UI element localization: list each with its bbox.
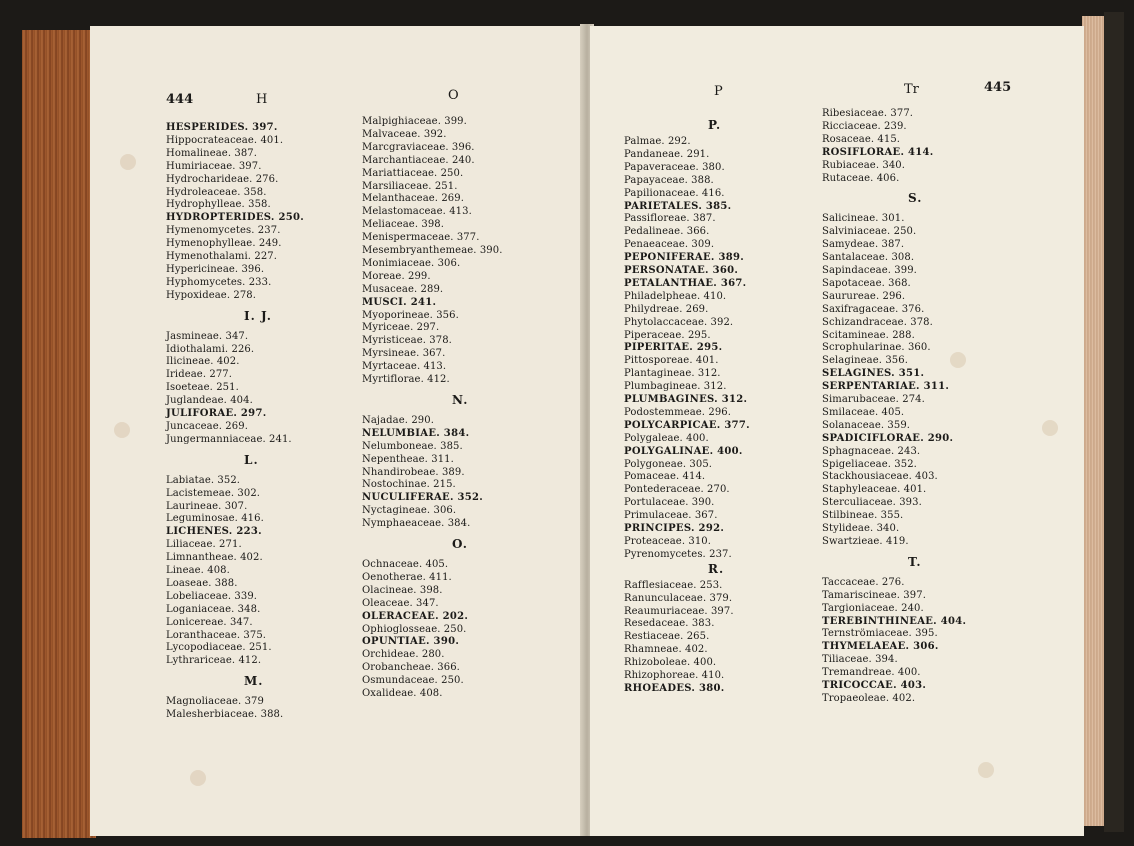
index-entry: SERPENTARIAE. 311.: [822, 381, 950, 393]
left-page: [90, 26, 582, 836]
index-entry: Targioniaceae. 240.: [822, 602, 924, 614]
left-page-edges: [22, 30, 96, 838]
index-entry: Monimiaceae. 306.: [362, 257, 461, 269]
index-entry: Saxifragaceae. 376.: [822, 303, 925, 315]
index-entry: Ternströmiaceae. 395.: [822, 628, 938, 640]
index-entry: Rafflesiaceae. 253.: [624, 579, 723, 591]
index-entry: Marsiliaceae. 251.: [362, 180, 458, 192]
index-entry: Salicineae. 301.: [822, 213, 905, 225]
index-entry: PEPONIFERAE. 389.: [624, 252, 745, 264]
index-entry: TEREBINTHINEAE. 404.: [822, 615, 967, 627]
index-entry: Papaveraceae. 380.: [624, 161, 725, 173]
index-entry: Labiatae. 352.: [166, 474, 241, 486]
index-entry: HESPERIDES. 397.: [166, 122, 278, 133]
index-entry: Primulaceae. 367.: [624, 510, 718, 522]
index-entry: Rhamneae. 402.: [624, 644, 708, 656]
index-entry: Passifloreae. 387.: [624, 213, 716, 225]
index-entry: Piperaceae. 295.: [624, 329, 711, 341]
index-entry: Ochnaceae. 405.: [362, 559, 449, 570]
right-page-number: 445: [984, 80, 1012, 95]
index-entry: Oxalideae. 408.: [362, 688, 443, 699]
index-entry: Ribesiaceae. 377.: [822, 108, 914, 119]
index-entry: OPUNTIAE. 390.: [362, 636, 460, 648]
index-entry: PETALANTHAE. 367.: [624, 277, 747, 289]
right-page-edges: [1082, 16, 1104, 826]
index-entry: Menispermaceae. 377.: [362, 232, 480, 244]
index-entry: Sphagnaceae. 243.: [822, 445, 921, 457]
index-entry: Phytolaccaceae. 392.: [624, 316, 734, 328]
index-entry: Nostochinae. 215.: [362, 479, 456, 491]
index-entry: Ophioglosseae. 250.: [362, 623, 467, 635]
index-entry: Salviniaceae. 250.: [822, 226, 917, 238]
index-entry: NELUMBIAE. 384.: [362, 427, 470, 439]
index-entry: Hydroleaceae. 358.: [166, 186, 267, 198]
right-header-letter-2: Tr: [904, 82, 919, 97]
index-entry: Melanthaceae. 269.: [362, 193, 465, 205]
section-heading: O.: [452, 537, 468, 551]
index-entry: Polygaleae. 400.: [624, 432, 709, 444]
index-entry: Smilaceae. 405.: [822, 406, 905, 418]
index-entry: Nepentheae. 311.: [362, 453, 454, 465]
index-entry: Hypoxideae. 278.: [166, 289, 257, 301]
index-entry: Malesherbiaceae. 388.: [166, 709, 284, 721]
index-entry: Myrsineae. 367.: [362, 348, 446, 360]
index-entry: Staphyleaceae. 401.: [822, 484, 927, 496]
index-entry: Selagineae. 356.: [822, 355, 908, 367]
index-entry: Hymenomycetes. 237.: [166, 225, 281, 237]
index-entry: Lythrariceae. 412.: [166, 655, 262, 667]
index-entry: Myriceae. 297.: [362, 322, 440, 334]
index-entry: Oenotherae. 411.: [362, 571, 452, 583]
section-heading: T.: [908, 554, 922, 569]
index-entry: Moreae. 299.: [362, 270, 431, 282]
index-entry: Nelumboneae. 385.: [362, 440, 463, 452]
index-entry: Myrtaceae. 413.: [362, 361, 447, 373]
foxing-spot: [1042, 420, 1058, 436]
index-entry: NUCULIFERAE. 352.: [362, 492, 484, 504]
index-entry: Spigeliaceae. 352.: [822, 458, 917, 470]
index-entry: Loganiaceae. 348.: [166, 603, 261, 615]
index-entry: Plumbagineae. 312.: [624, 381, 727, 393]
index-entry: Myristiceae. 378.: [362, 335, 452, 347]
index-entry: PARIETALES. 385.: [624, 200, 732, 212]
index-entry: Scitamineae. 288.: [822, 329, 915, 341]
index-entry: Reaumuriaceae. 397.: [624, 605, 734, 617]
section-heading: L.: [244, 452, 259, 467]
section-heading: N.: [452, 392, 469, 407]
index-entry: Schizandraceae. 378.: [822, 316, 933, 328]
index-entry: Ranunculaceae. 379.: [624, 592, 733, 604]
index-entry: Nyctagineae. 306.: [362, 505, 457, 517]
index-entry: Magnoliaceae. 379: [166, 696, 264, 708]
index-entry: Lacistemeae. 302.: [166, 487, 261, 499]
index-entry: Pedalineae. 366.: [624, 226, 710, 238]
index-entry: Tropaeoleae. 402.: [822, 692, 916, 704]
left-header-letter-1: H: [256, 92, 268, 107]
index-entry: Hydrocharideae. 276.: [166, 173, 279, 185]
index-entry: ROSIFLORAE. 414.: [822, 146, 934, 158]
index-entry: Hymenophylleae. 249.: [166, 238, 282, 250]
index-entry: POLYGALINAE. 400.: [624, 445, 743, 457]
index-entry: Hippocrateaceae. 401.: [166, 134, 284, 146]
index-entry: Marcgraviaceae. 396.: [362, 141, 475, 153]
index-entry: Nhandirobeae. 389.: [362, 466, 465, 478]
index-entry: Mesembryanthemeae. 390.: [362, 245, 503, 256]
index-entry: JULIFORAE. 297.: [166, 408, 267, 419]
index-entry: Homalineae. 387.: [166, 147, 258, 159]
index-entry: Irideae. 277.: [166, 369, 233, 381]
index-entry: Oleaceae. 347.: [362, 597, 439, 609]
index-entry: Papayaceae. 388.: [624, 174, 714, 186]
index-entry: Stackhousiaceae. 403.: [822, 471, 938, 483]
index-entry: Saurureae. 296.: [822, 290, 906, 302]
index-entry: Meliaceae. 398.: [362, 219, 445, 231]
index-entry: Liliaceae. 271.: [166, 539, 242, 551]
index-entry: Polygoneae. 305.: [624, 458, 713, 470]
index-entry: Myrtiflorae. 412.: [362, 374, 450, 385]
index-entry: Lineae. 408.: [166, 565, 230, 576]
index-entry: Solanaceae. 359.: [822, 419, 911, 431]
index-entry: RHOEADES. 380.: [624, 682, 725, 694]
index-entry: Resedaceae. 383.: [624, 618, 715, 630]
index-entry: Najadae. 290.: [362, 414, 434, 426]
index-entry: Pontederaceae. 270.: [624, 484, 730, 496]
right-header-letter-1: P: [714, 84, 723, 99]
index-entry: Swartzieae. 419.: [822, 535, 909, 547]
index-entry: Portulaceae. 390.: [624, 497, 715, 509]
index-entry: Limnantheae. 402.: [166, 552, 263, 564]
index-entry: PIPERITAE. 295.: [624, 342, 723, 354]
index-entry: Mariattiaceae. 250.: [362, 167, 464, 179]
index-entry: Idiothalami. 226.: [166, 343, 255, 355]
index-entry: Pandaneae. 291.: [624, 148, 710, 160]
index-entry: TRICOCCAE. 403.: [822, 680, 927, 691]
index-entry: Juglandeae. 404.: [166, 395, 253, 407]
index-entry: Restiaceae. 265.: [624, 631, 710, 643]
index-entry: Lobeliaceae. 339.: [166, 590, 258, 602]
index-entry: Tamariscineae. 397.: [822, 589, 926, 601]
index-entry: PLUMBAGINES. 312.: [624, 394, 748, 405]
index-entry: HYDROPTERIDES. 250.: [166, 212, 305, 224]
section-heading: I. J.: [244, 308, 272, 323]
index-entry: Penaeaceae. 309.: [624, 239, 715, 251]
index-entry: PERSONATAE. 360.: [624, 265, 739, 276]
index-entry: Rubiaceae. 340.: [822, 159, 906, 171]
index-entry: Tremandreae. 400.: [822, 667, 921, 679]
section-heading: M.: [244, 674, 264, 689]
index-entry: Sterculiaceae. 393.: [822, 497, 922, 509]
index-entry: Papilionaceae. 416.: [624, 187, 725, 199]
index-entry: Malpighiaceae. 399.: [362, 116, 467, 127]
section-heading: R.: [708, 561, 725, 576]
index-entry: Laurineae. 307.: [166, 500, 248, 512]
index-entry: MUSCI. 241.: [362, 296, 437, 308]
index-entry: Marchantiaceae. 240.: [362, 154, 475, 166]
index-entry: Stylideae. 340.: [822, 523, 900, 534]
index-entry: Tiliaceae. 394.: [822, 654, 898, 666]
index-entry: Hyphomycetes. 233.: [166, 276, 272, 288]
foxing-spot: [120, 154, 136, 170]
index-entry: Lycopodiaceae. 251.: [166, 642, 272, 654]
section-heading: S.: [908, 191, 923, 206]
index-entry: Musaceae. 289.: [362, 283, 444, 295]
index-entry: Jasmineae. 347.: [166, 330, 249, 342]
right-cover: [1104, 12, 1124, 832]
index-entry: Juncaceae. 269.: [166, 420, 248, 432]
index-entry: Proteaceae. 310.: [624, 535, 712, 547]
index-entry: Humiriaceae. 397.: [166, 160, 262, 172]
foxing-spot: [978, 762, 994, 778]
index-entry: Loaseae. 388.: [166, 577, 238, 589]
index-entry: Scrophularinae. 360.: [822, 342, 931, 354]
index-entry: Rhizoboleae. 400.: [624, 657, 717, 669]
index-entry: Stilbineae. 355.: [822, 510, 904, 522]
index-entry: SPADICIFLORAE. 290.: [822, 432, 954, 444]
index-entry: Hydrophylleae. 358.: [166, 199, 271, 211]
index-entry: Rosaceae. 415.: [822, 133, 901, 145]
left-header-letter-2: O: [448, 88, 459, 103]
index-entry: Orobancheae. 366.: [362, 662, 460, 674]
index-entry: Lonicereae. 347.: [166, 616, 253, 628]
index-entry: Malvaceae. 392.: [362, 128, 447, 140]
index-entry: Leguminosae. 416.: [166, 513, 264, 525]
index-entry: Jungermanniaceae. 241.: [166, 433, 292, 445]
index-entry: Rutaceae. 406.: [822, 172, 900, 184]
index-entry: Hymenothalami. 227.: [166, 251, 278, 262]
index-entry: Hypericineae. 396.: [166, 263, 265, 275]
index-entry: PRINCIPES. 292.: [624, 523, 725, 534]
index-entry: Philydreae. 269.: [624, 303, 709, 315]
index-entry: Podostemmeae. 296.: [624, 406, 732, 418]
index-entry: Sapotaceae. 368.: [822, 277, 911, 289]
index-entry: OLERACEAE. 202.: [362, 610, 469, 622]
index-entry: Ilicineae. 402.: [166, 356, 240, 368]
index-entry: Orchideae. 280.: [362, 649, 445, 661]
index-entry: Palmae. 292.: [624, 136, 691, 147]
index-entry: Santalaceae. 308.: [822, 252, 915, 264]
index-entry: Samydeae. 387.: [822, 239, 905, 251]
section-heading: P.: [708, 118, 722, 132]
index-entry: Taccaceae. 276.: [822, 576, 905, 588]
index-entry: Pomaceae. 414.: [624, 471, 706, 483]
index-entry: Simarubaceae. 274.: [822, 394, 925, 405]
index-entry: Rhizophoreae. 410.: [624, 670, 725, 681]
index-entry: Philadelpheae. 410.: [624, 290, 727, 302]
index-entry: Nymphaeaceae. 384.: [362, 518, 471, 530]
index-entry: Plantagineae. 312.: [624, 368, 721, 380]
index-entry: Isoeteae. 251.: [166, 382, 239, 394]
foxing-spot: [114, 422, 130, 438]
index-entry: THYMELAEAE. 306.: [822, 641, 939, 653]
left-page-number: 444: [166, 92, 194, 107]
index-entry: Olacineae. 398.: [362, 584, 443, 596]
index-entry: Osmundaceae. 250.: [362, 675, 464, 687]
index-entry: Pyrenomycetes. 237.: [624, 548, 732, 560]
foxing-spot: [950, 352, 966, 368]
index-entry: LICHENES. 223.: [166, 526, 262, 538]
index-entry: Sapindaceae. 399.: [822, 265, 917, 276]
index-entry: SELAGINES. 351.: [822, 368, 925, 380]
index-entry: Ricciaceae. 239.: [822, 120, 907, 132]
index-entry: Myoporineae. 356.: [362, 309, 459, 321]
index-entry: Loranthaceae. 375.: [166, 629, 267, 641]
index-entry: POLYCARPICAE. 377.: [624, 419, 750, 431]
index-entry: Melastomaceae. 413.: [362, 206, 472, 218]
right-page: [590, 26, 1084, 836]
foxing-spot: [190, 770, 206, 786]
index-entry: Pittosporeae. 401.: [624, 355, 719, 367]
